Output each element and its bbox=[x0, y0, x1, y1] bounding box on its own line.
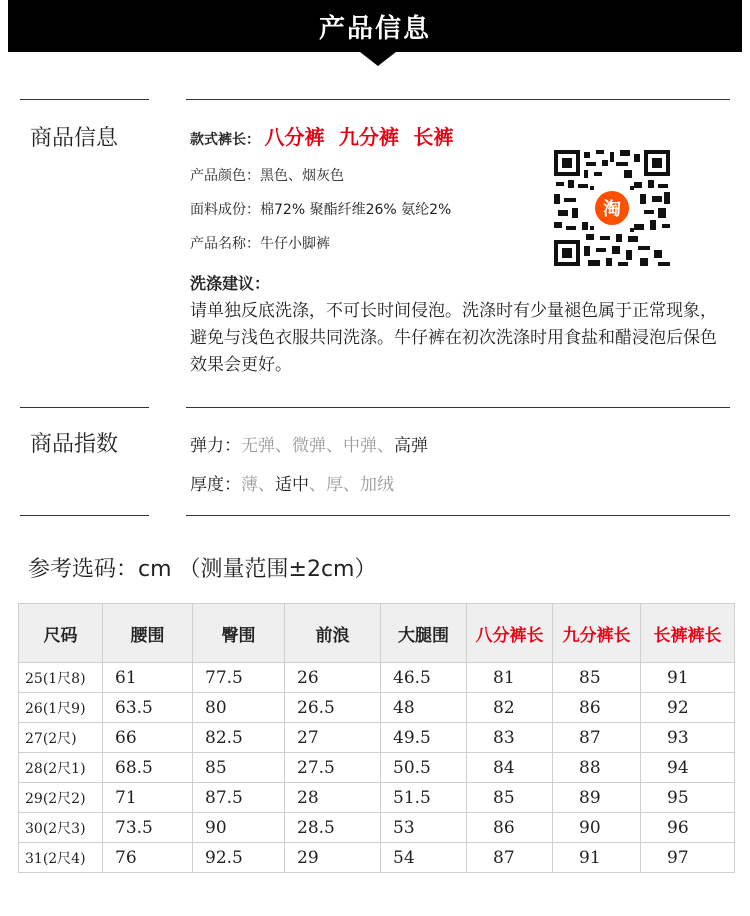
table-cell: 84 bbox=[467, 753, 553, 783]
table-cell: 51.5 bbox=[381, 783, 467, 813]
thickness-option: 厚 bbox=[326, 475, 343, 495]
table-cell: 88 bbox=[553, 753, 641, 783]
material-label: 面料成份： bbox=[190, 202, 260, 218]
name-value: 牛仔小脚裤 bbox=[260, 236, 330, 252]
table-cell: 90 bbox=[193, 813, 285, 843]
elastic-row bbox=[190, 431, 428, 456]
table-cell: 31(2尺4) bbox=[19, 843, 103, 873]
table-cell: 30(2尺3) bbox=[19, 813, 103, 843]
table-cell: 27.5 bbox=[285, 753, 381, 783]
separator: 、 bbox=[275, 436, 292, 456]
table-row bbox=[19, 813, 735, 843]
table-cell: 86 bbox=[553, 693, 641, 723]
separator: 、 bbox=[326, 436, 343, 456]
name-row bbox=[190, 233, 330, 253]
elastic-label: 弹力： bbox=[190, 436, 241, 456]
table-cell: 86 bbox=[467, 813, 553, 843]
thickness-row bbox=[190, 470, 394, 495]
column-header: 臀围 bbox=[193, 604, 285, 663]
divider-left bbox=[20, 99, 149, 100]
name-label: 产品名称： bbox=[190, 236, 260, 252]
table-cell: 80 bbox=[193, 693, 285, 723]
banner-title: 产品信息 bbox=[318, 14, 431, 44]
table-cell: 94 bbox=[641, 753, 735, 783]
banner-notch bbox=[360, 52, 396, 66]
color-label: 产品颜色： bbox=[190, 168, 260, 184]
table-cell: 29 bbox=[285, 843, 381, 873]
separator: 、 bbox=[309, 475, 326, 495]
thickness-option: 加绒 bbox=[360, 475, 394, 495]
table-row bbox=[19, 783, 735, 813]
table-cell: 85 bbox=[193, 753, 285, 783]
thickness-option-selected: 适中 bbox=[275, 475, 309, 495]
separator: 、 bbox=[258, 475, 275, 495]
section-title-product-info: 商品信息 bbox=[30, 126, 119, 151]
color-value: 黑色、烟灰色 bbox=[260, 168, 344, 184]
column-header: 九分裤长 bbox=[553, 604, 641, 663]
elastic-option: 中弹 bbox=[343, 436, 377, 456]
table-cell: 26(1尺9) bbox=[19, 693, 103, 723]
column-header: 尺码 bbox=[19, 604, 103, 663]
table-cell: 83 bbox=[467, 723, 553, 753]
qr-badge-text: 淘 bbox=[603, 199, 621, 220]
elastic-option: 无弹 bbox=[241, 436, 275, 456]
table-cell: 28.5 bbox=[285, 813, 381, 843]
taobao-qr-code[interactable] bbox=[554, 150, 670, 266]
length-option: 长裤 bbox=[413, 125, 454, 149]
column-header: 八分裤长 bbox=[467, 604, 553, 663]
table-cell: 87.5 bbox=[193, 783, 285, 813]
table-cell: 66 bbox=[103, 723, 193, 753]
thickness-label: 厚度： bbox=[190, 475, 241, 495]
title-banner bbox=[8, 0, 742, 52]
column-header: 长裤裤长 bbox=[641, 604, 735, 663]
table-cell: 48 bbox=[381, 693, 467, 723]
table-cell: 85 bbox=[467, 783, 553, 813]
table-cell: 92.5 bbox=[193, 843, 285, 873]
table-cell: 25(1尺8) bbox=[19, 663, 103, 693]
table-cell: 96 bbox=[641, 813, 735, 843]
column-header: 大腿围 bbox=[381, 604, 467, 663]
separator: 、 bbox=[377, 436, 394, 456]
divider-right bbox=[186, 99, 730, 100]
table-cell: 97 bbox=[641, 843, 735, 873]
table-cell: 28(2尺1) bbox=[19, 753, 103, 783]
table-cell: 28 bbox=[285, 783, 381, 813]
thickness-option: 薄 bbox=[241, 475, 258, 495]
table-cell: 77.5 bbox=[193, 663, 285, 693]
table-cell: 26.5 bbox=[285, 693, 381, 723]
table-cell: 92 bbox=[641, 693, 735, 723]
column-header: 前浪 bbox=[285, 604, 381, 663]
length-option: 八分裤 bbox=[264, 125, 325, 149]
separator: 、 bbox=[343, 475, 360, 495]
elastic-option: 微弹 bbox=[292, 436, 326, 456]
table-cell: 82 bbox=[467, 693, 553, 723]
elastic-option-selected: 高弹 bbox=[394, 436, 428, 456]
table-cell: 53 bbox=[381, 813, 467, 843]
table-cell: 76 bbox=[103, 843, 193, 873]
table-cell: 26 bbox=[285, 663, 381, 693]
divider-right bbox=[186, 407, 730, 408]
divider-left bbox=[20, 407, 149, 408]
table-row bbox=[19, 843, 735, 873]
column-header: 腰围 bbox=[103, 604, 193, 663]
material-row bbox=[190, 199, 451, 219]
table-cell: 81 bbox=[467, 663, 553, 693]
table-cell: 89 bbox=[553, 783, 641, 813]
table-cell: 46.5 bbox=[381, 663, 467, 693]
table-cell: 68.5 bbox=[103, 753, 193, 783]
table-cell: 27(2尺) bbox=[19, 723, 103, 753]
divider-right bbox=[186, 515, 730, 516]
table-cell: 87 bbox=[553, 723, 641, 753]
size-reference-title: 参考选码：cm （测量范围±2cm） bbox=[28, 557, 377, 582]
table-row bbox=[19, 753, 735, 783]
table-cell: 90 bbox=[553, 813, 641, 843]
table-cell: 54 bbox=[381, 843, 467, 873]
table-cell: 71 bbox=[103, 783, 193, 813]
size-table bbox=[18, 603, 735, 873]
wash-label: 洗涤建议： bbox=[190, 274, 271, 293]
table-row bbox=[19, 663, 735, 693]
table-cell: 82.5 bbox=[193, 723, 285, 753]
wash-text: 请单独反底洗涤，不可长时间侵泡。洗涤时有少量褪色属于正常现象，避免与浅色衣服共同洗涤。牛仔裤在初次洗涤时用食盐和醋浸泡后保色效果会更好。 bbox=[190, 301, 717, 375]
section-title-index: 商品指数 bbox=[30, 432, 119, 457]
table-cell: 91 bbox=[553, 843, 641, 873]
table-cell: 91 bbox=[641, 663, 735, 693]
material-value: 棉72% 聚酯纤维26% 氨纶2% bbox=[260, 202, 452, 218]
table-cell: 87 bbox=[467, 843, 553, 873]
divider-left bbox=[20, 515, 149, 516]
table-cell: 93 bbox=[641, 723, 735, 753]
length-option: 九分裤 bbox=[338, 125, 399, 149]
table-cell: 63.5 bbox=[103, 693, 193, 723]
table-cell: 85 bbox=[553, 663, 641, 693]
table-cell: 50.5 bbox=[381, 753, 467, 783]
table-row bbox=[19, 723, 735, 753]
length-row bbox=[190, 121, 453, 150]
table-cell: 27 bbox=[285, 723, 381, 753]
table-cell: 61 bbox=[103, 663, 193, 693]
size-table-header bbox=[19, 604, 735, 663]
table-cell: 73.5 bbox=[103, 813, 193, 843]
table-cell: 29(2尺2) bbox=[19, 783, 103, 813]
table-cell: 95 bbox=[641, 783, 735, 813]
table-row bbox=[19, 693, 735, 723]
table-cell: 49.5 bbox=[381, 723, 467, 753]
color-row bbox=[190, 165, 344, 185]
length-label: 款式裤长： bbox=[190, 132, 260, 148]
